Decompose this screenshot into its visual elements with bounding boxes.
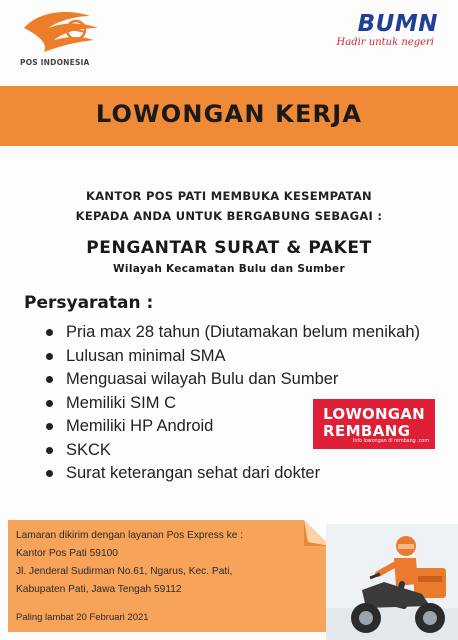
requirements-heading: Persyaratan : <box>24 293 154 313</box>
pos-indonesia-logo <box>14 6 114 68</box>
banner-title: LOWONGAN KERJA <box>95 100 363 128</box>
list-item <box>40 345 458 369</box>
intro-line-1: KANTOR POS PATI MEMBUKA KESEMPATAN <box>86 189 372 203</box>
pos-indonesia-label: POS INDONESIA <box>20 58 90 67</box>
list-item <box>40 462 458 486</box>
position-region: Wilayah Kecamatan Bulu dan Sumber <box>113 263 345 275</box>
intro-text <box>0 186 458 226</box>
note-line-2: Kantor Pos Pati 59100 <box>16 548 118 559</box>
watermark-sub: Info lowongan di rembang .com <box>352 439 429 444</box>
bullet-icon <box>46 376 53 383</box>
intro-line-2: KEPADA ANDA UNTUK BERGABUNG SEBAGAI : <box>75 209 383 223</box>
watermark-bottom: REMBANG <box>323 422 411 440</box>
requirement-text: SKCK <box>66 440 111 459</box>
bullet-icon <box>46 400 53 407</box>
bumn-wordmark: BUMN <box>357 11 438 37</box>
bullet-icon <box>46 423 53 430</box>
bullet-icon <box>46 353 53 360</box>
list-item <box>40 321 458 345</box>
watermark-top: LOWONGAN <box>323 405 425 423</box>
requirement-text: Memiliki HP Android <box>66 417 214 435</box>
pos-bird-icon <box>20 6 106 56</box>
title-banner <box>0 86 458 146</box>
note-line-1: Lamaran dikirim dengan layanan Pos Express ke : <box>16 530 244 541</box>
delivery-motorcycle-icon <box>326 524 458 640</box>
courier-motorcycle-illustration <box>326 524 458 640</box>
bumn-tagline: Hadir untuk negeri <box>336 37 434 48</box>
application-note <box>8 520 330 632</box>
requirement-text: Pria max 28 tahun (Diutamakan belum menikah) <box>66 323 421 341</box>
watermark-badge <box>313 399 435 449</box>
bumn-logo <box>308 12 438 58</box>
requirement-text: Surat keterangan sehat dari dokter <box>66 464 321 482</box>
bullet-icon <box>46 470 53 477</box>
deadline-text: Paling lambat 20 Februari 2021 <box>16 612 149 623</box>
note-line-4: Kabupaten Pati, Jawa Tengah 59112 <box>16 584 182 595</box>
list-item <box>40 368 458 392</box>
requirement-text: Lulusan minimal SMA <box>66 346 226 365</box>
bullet-icon <box>46 329 53 336</box>
bullet-icon <box>46 447 53 454</box>
requirement-text: Memiliki SIM C <box>66 393 176 412</box>
requirement-text: Menguasai wilayah Bulu dan Sumber <box>66 370 339 388</box>
position-title: PENGANTAR SURAT & PAKET <box>86 238 372 258</box>
note-line-3: Jl. Jenderal Sudirman No.61, Ngarus, Kec. Pati, <box>16 566 233 577</box>
